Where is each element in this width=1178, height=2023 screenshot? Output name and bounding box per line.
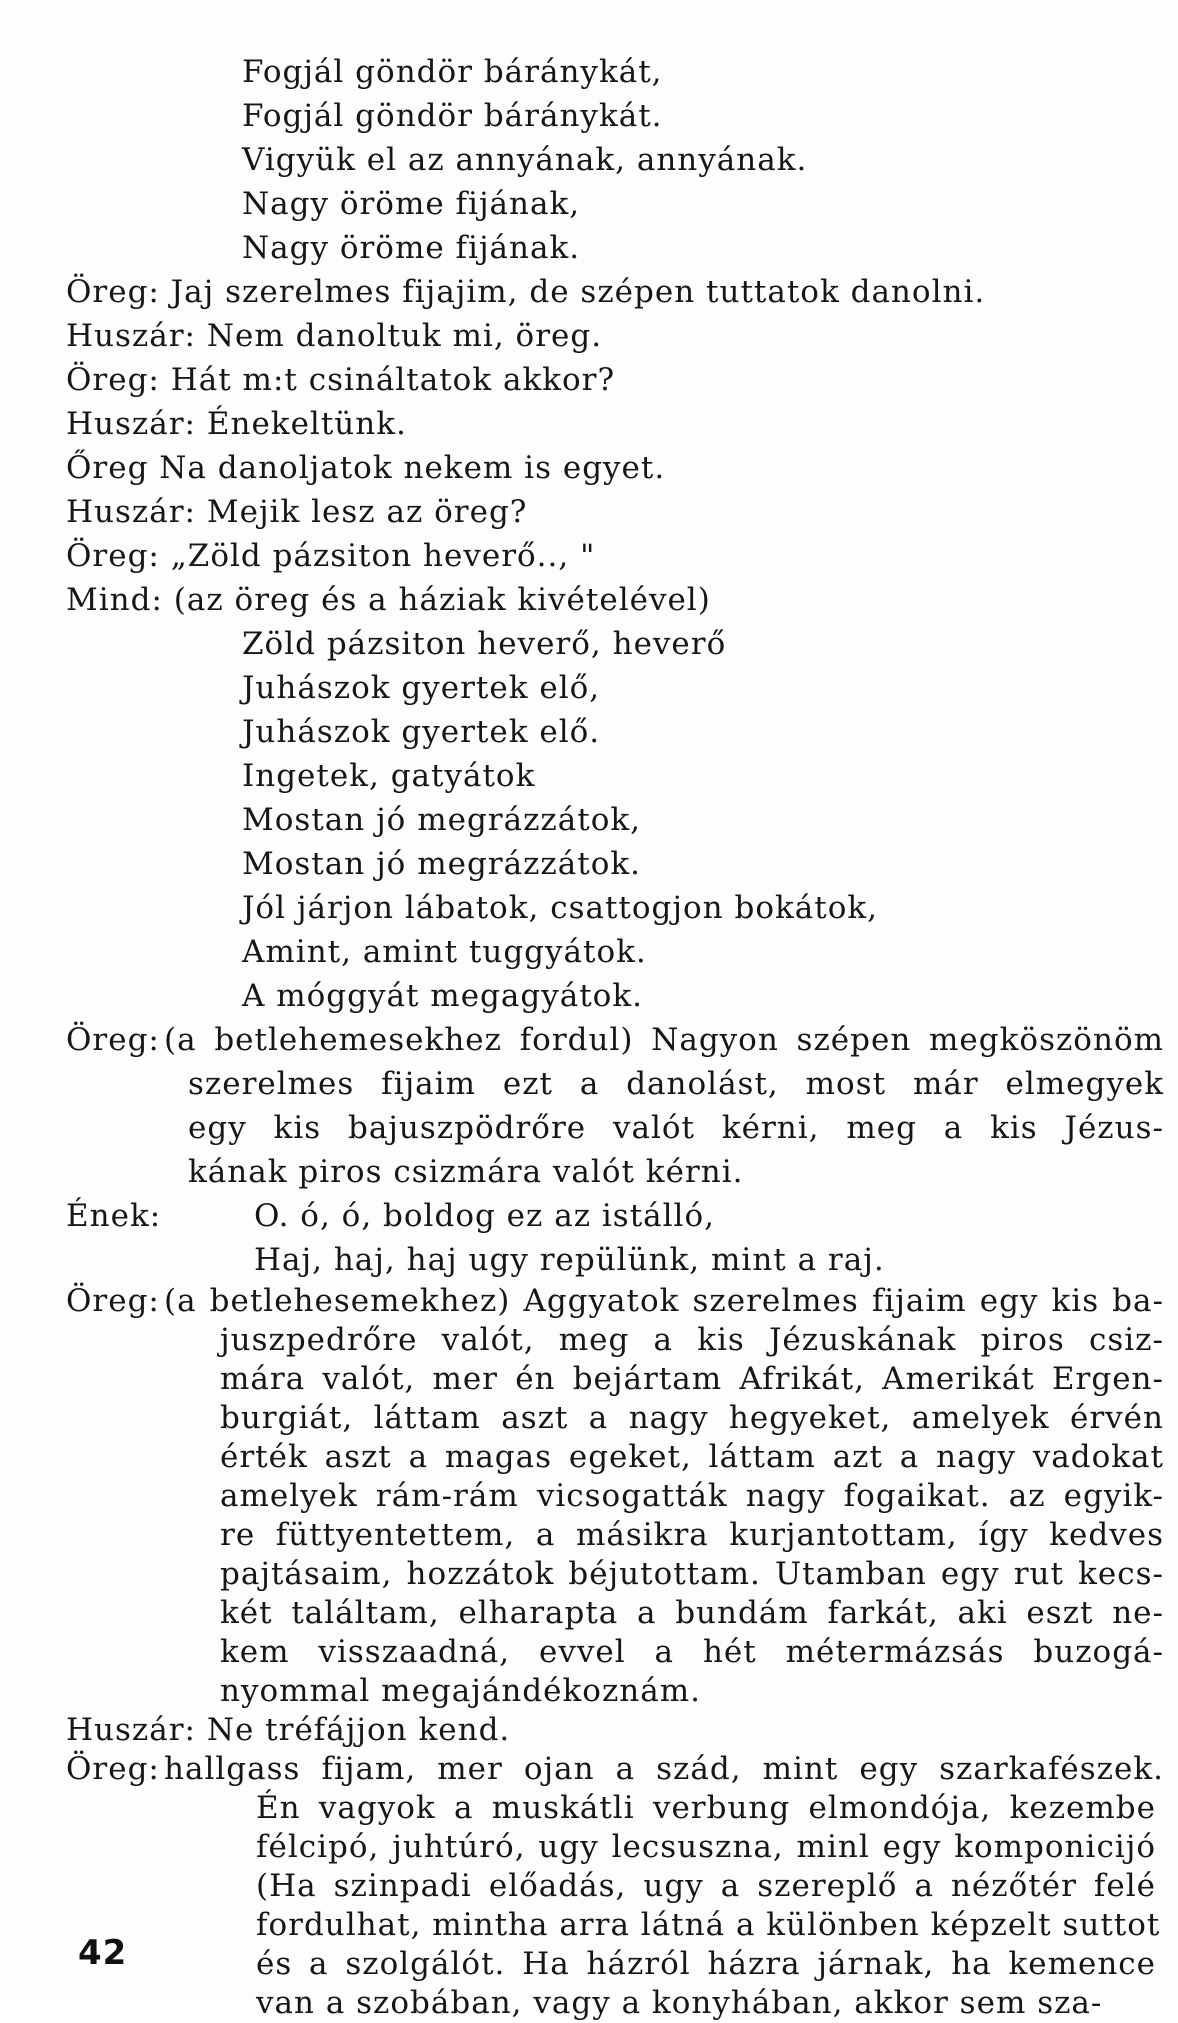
text-line: két találtam, elharapta a bundám farkát, aki eszt ne- (220, 1595, 1164, 1631)
speaker-label: Öreg: (66, 1022, 160, 1058)
speaker-label: Huszár: (66, 494, 196, 530)
verse-line: Nagy öröme fijának. (242, 230, 581, 266)
speaker-label: Öreg: (66, 1751, 160, 1787)
speaker-label: Öreg: (66, 1283, 160, 1319)
dialogue-line (66, 270, 985, 314)
dialogue-line (66, 1711, 510, 1750)
dialogue-line (66, 578, 711, 622)
verse-line: O. ó, ó, boldog ez az istálló, (254, 1198, 715, 1234)
verse-line: Haj, haj, haj ugy repülünk, mint a raj. (254, 1242, 885, 1278)
verse-line: Mostan jó megrázzátok. (242, 846, 641, 882)
verse-line: Vigyük el az annyának, annyának. (242, 142, 808, 178)
dialogue-text: Na danoljatok nekem is egyet. (159, 450, 666, 486)
dialogue-text: „Zöld pázsiton heverő.., " (170, 538, 596, 574)
text-line: van a szobában, vagy a konyhában, akkor sem sza- (256, 1985, 1103, 2021)
verse-line: Nagy öröme fijának, (242, 186, 581, 222)
verse-line: Zöld pázsiton heverő, heverő (242, 626, 727, 662)
speaker-label: Ének: (66, 1198, 162, 1234)
page-number: 42 (78, 1933, 128, 1973)
dialogue-block-oreg-4 (66, 1282, 1164, 1711)
text-line: kem visszaadná, evvel a hét métermázsás buzogá- (220, 1634, 1164, 1670)
speaker-label: Huszár: (66, 406, 196, 442)
verse-line: Juhászok gyertek elő, (242, 670, 601, 706)
text-line: (a betlehesemekhez) Aggyatok szerelmes fijaim egy kis ba- (164, 1283, 1164, 1319)
dialogue-line (66, 358, 615, 402)
speaker-label: Öreg: (66, 538, 160, 574)
speaker-label: Huszár: (66, 1712, 196, 1748)
text-line: egy kis bajuszpödrőre valót kérni, meg a kis Jézus- (188, 1110, 1164, 1146)
speaker-label: Őreg (66, 450, 149, 486)
verse-line: Mostan jó megrázzátok, (242, 802, 641, 838)
dialogue-text: Jaj szerelmes fijajim, de szépen tuttatok danolni. (170, 274, 986, 310)
text-line: fordulhat, mintha arra látná a különben képzelt suttot (256, 1907, 1161, 1943)
dialogue-text: Mejik lesz az öreg? (206, 494, 528, 530)
dialogue-text (164, 1750, 1164, 1789)
verse-line: Ingetek, gatyátok (242, 758, 536, 794)
song-text (254, 1194, 885, 1282)
verse-line: Jól járjon lábatok, csattogjon bokátok, (242, 890, 879, 926)
speaker-label: Öreg: (66, 362, 160, 398)
verse-line: Amint, amint tuggyátok. (242, 934, 647, 970)
text-line: juszpedrőre valót, meg a kis Jézuskának piros csiz- (220, 1322, 1164, 1358)
dialogue-line (66, 534, 595, 578)
dialogue-block-oreg-3 (66, 1018, 1164, 1194)
text-line: szerelmes fijaim ezt a danolást, most már elmegyek (188, 1066, 1164, 1102)
verse-line: Fogjál göndör báránykát, (242, 54, 663, 90)
text-line: re füttyentettem, a másikra kurjantottam, így kedves (220, 1517, 1164, 1553)
dialogue-line (66, 446, 665, 490)
verse-line: Juhászok gyertek elő. (242, 714, 601, 750)
dialogue-text (66, 1789, 1161, 2023)
dialogue-block-oreg-5 (66, 1750, 1164, 1789)
text-line: félcipó, juhtúró, ugy lecsuszna, minl egy komponicijó (256, 1829, 1156, 1865)
speaker-label: Mind: (66, 582, 163, 618)
text-line: Én vagyok a muskátli verbung elmondója, kezembe (256, 1790, 1156, 1826)
dialogue-text (164, 1018, 1164, 1194)
text-line: (a betlehemesekhez fordul) Nagyon szépen megköszönöm (164, 1022, 1164, 1058)
text-line: burgiát, láttam aszt a nagy hegyeket, amelyek érvén (220, 1400, 1164, 1436)
dialogue-text: Nem danoltuk mi, öreg. (206, 318, 603, 354)
dialogue-line (66, 490, 527, 534)
dialogue-text: Énekeltünk. (206, 406, 407, 442)
text-line: és a szolgálót. Ha házról házra járnak, ha kemence (256, 1946, 1156, 1982)
text-line: érték aszt a magas egeket, láttam azt a nagy vadokat (220, 1439, 1164, 1475)
text-line: hallgass fijam, mer ojan a szád, mint egy szarkafészek. (164, 1751, 1164, 1787)
text-line: amelyek rám-rám vicsogatták nagy fogaikat. az egyik- (220, 1478, 1164, 1514)
speaker-label: Huszár: (66, 318, 196, 354)
speaker-label: Öreg: (66, 274, 160, 310)
dialogue-line (66, 402, 407, 446)
text-line: pajtásaim, hozzátok béjutottam. Utamban egy rut kecs- (220, 1556, 1164, 1592)
dialogue-text (164, 1282, 1164, 1711)
dialogue-block-oreg-5-cont (66, 1789, 1161, 2023)
verse-line: Fogjál göndör báránykát. (242, 98, 663, 134)
dialogue-block-enek (66, 1194, 885, 1282)
text-line: (Ha szinpadi előadás, ugy a szereplő a nézőtér felé (256, 1868, 1156, 1904)
verse-line: A móggyát megagyátok. (242, 978, 643, 1014)
stage-direction: (az öreg és a háziak kivételével) (173, 582, 711, 618)
dialogue-line (66, 314, 602, 358)
text-line: mára valót, mer én bejártam Afrikát, Amerikát Ergen- (220, 1361, 1164, 1397)
text-line: kának piros csizmára valót kérni. (188, 1154, 744, 1190)
dialogue-text: Hát m:t csináltatok akkor? (170, 362, 616, 398)
text-line: nyommal megajándékoznám. (220, 1673, 701, 1709)
dialogue-text: Ne tréfájjon kend. (206, 1712, 511, 1748)
